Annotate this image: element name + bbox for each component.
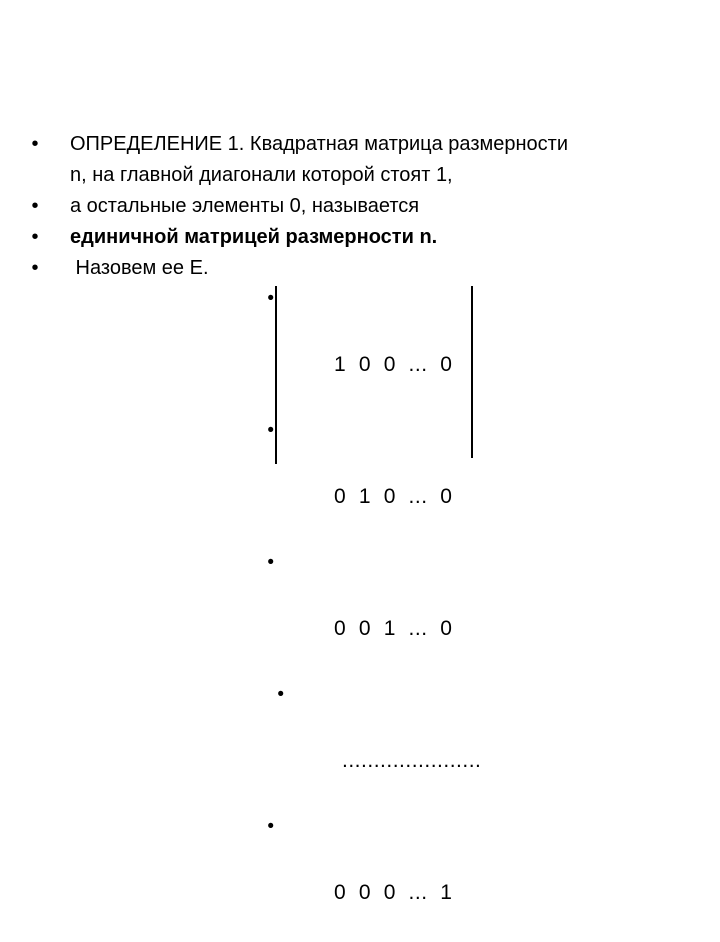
matrix-row-ellipsis-values: ...................... xyxy=(342,749,482,772)
matrix-row-3-values: 0 0 1 ... 0 xyxy=(334,617,453,640)
bullet-definition-term xyxy=(28,222,708,253)
definition-line-2: n, на главной диагонали которой стоят 1, xyxy=(70,164,453,186)
matrix-row-ellipsis xyxy=(264,678,484,810)
definition-term: единичной матрицей размерности n. xyxy=(70,226,438,248)
matrix-row-1 xyxy=(264,282,484,414)
bullet-definition-name xyxy=(28,253,708,284)
definition-line-3: а остальные элементы 0, называется xyxy=(70,195,420,217)
bullet-dot: • xyxy=(31,195,39,217)
bullet-dot: • xyxy=(267,816,275,837)
bullet-definition-rest xyxy=(28,191,708,222)
matrix-row-2-values: 0 1 0 ... 0 xyxy=(334,485,453,508)
bullet-definition-title xyxy=(28,129,708,191)
matrix-row-2 xyxy=(264,414,484,546)
definition-line-5: Назовем ее E. xyxy=(70,257,209,279)
bullet-dot: • xyxy=(31,257,39,279)
definition-line-1: ОПРЕДЕЛЕНИЕ 1. Квадратная матрица размерности xyxy=(70,133,568,155)
matrix-row-1-values: 1 0 0 ... 0 xyxy=(334,353,453,376)
definition-bullets xyxy=(28,129,708,284)
bullet-dot: • xyxy=(267,552,275,573)
bullet-dot: • xyxy=(267,420,275,441)
bullet-dot: • xyxy=(31,133,39,155)
bullet-dot: • xyxy=(31,226,39,248)
bullet-dot: • xyxy=(267,288,275,309)
bullet-dot: • xyxy=(277,684,285,705)
matrix-row-n xyxy=(264,810,484,942)
identity-matrix xyxy=(264,282,484,942)
matrix-row-n-values: 0 0 0 ... 1 xyxy=(334,881,453,904)
matrix-row-3 xyxy=(264,546,484,678)
